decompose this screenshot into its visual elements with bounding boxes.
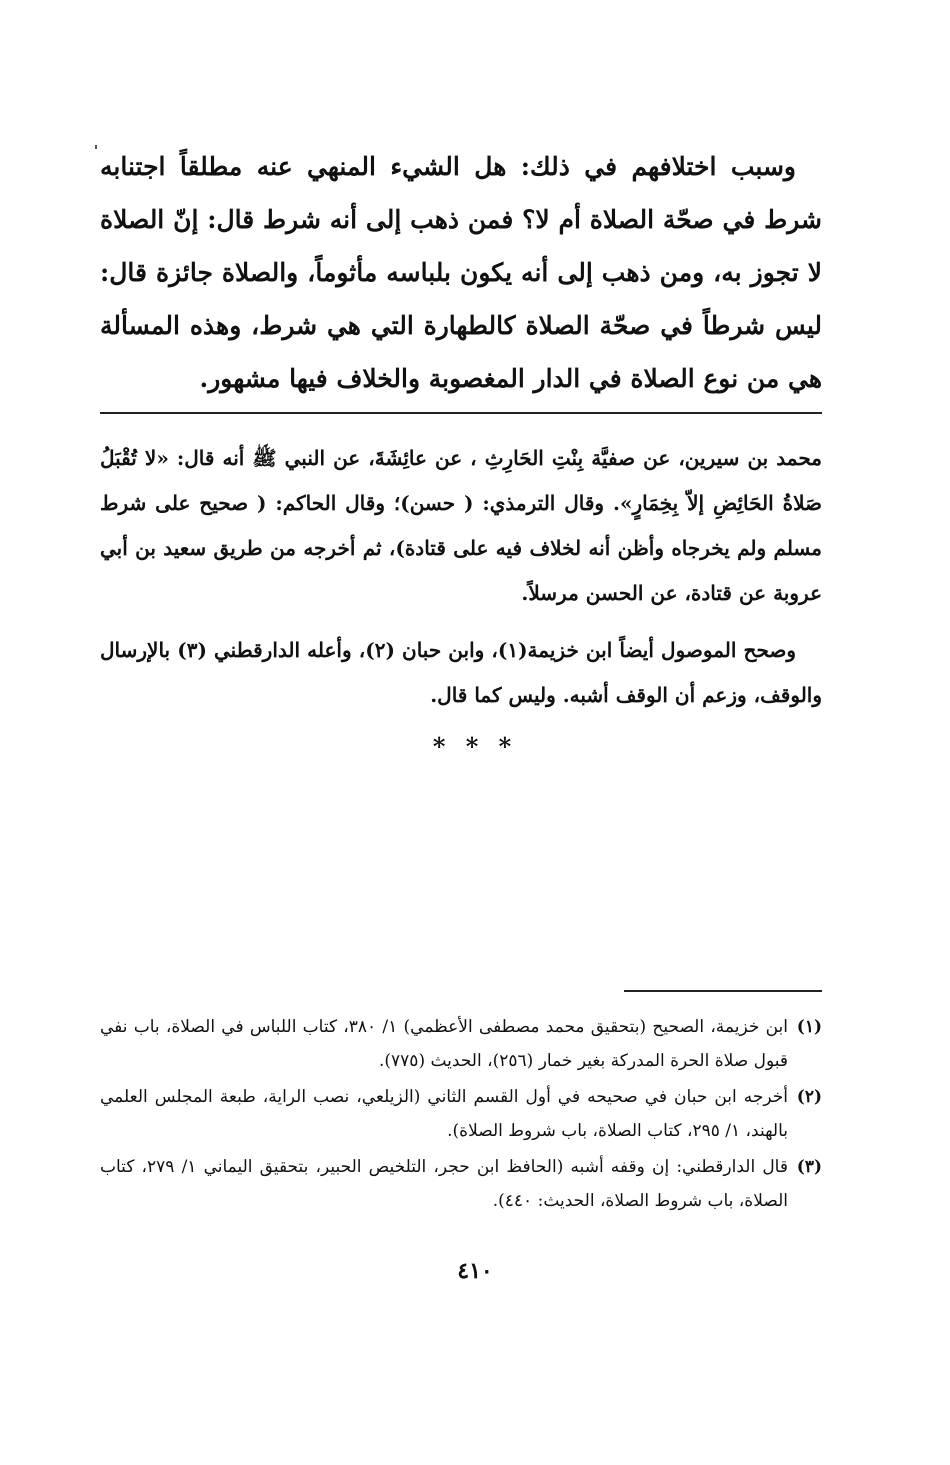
section-separator: * * * <box>432 732 518 761</box>
commentary-section <box>100 436 822 718</box>
commentary-paragraph-2: وصحح الموصول أيضاً ابن خزيمة(١)، وابن حبان (٢)، وأعله الدارقطني (٣) بالإرسال والوقف، وزعم أن الوقف أشبه. وليس كما قال. <box>100 638 822 707</box>
footnote-3 <box>100 1150 822 1218</box>
footnote-text: أخرجه ابن حبان في صحيحه في أول القسم الثاني (الزيلعي، نصب الراية، طبعة المجلس العلمي بالهند، ١/ ٢٩٥، كتاب الصلاة، باب شروط الصلاة). <box>100 1087 788 1141</box>
footnote-1 <box>100 1010 822 1078</box>
footnote-divider <box>624 990 822 992</box>
page-number: ٤١٠ <box>457 1258 493 1284</box>
commentary-divider <box>100 412 822 414</box>
footnote-2 <box>100 1080 822 1148</box>
footnote-number: (١) <box>796 1017 822 1037</box>
footnote-number: (٢) <box>796 1087 822 1107</box>
scan-mark <box>95 145 97 149</box>
footnote-text: قال الدارقطني: إن وقفه أشبه (الحافظ ابن حجر، التلخيص الحبير، بتحقيق اليماني ١/ ٢٧٩، كتاب الصلاة، باب شروط الصلاة، الحديث: ٤٤٠). <box>100 1157 788 1211</box>
main-paragraph: وسبب اختلافهم في ذلك: هل الشيء المنهي عنه مطلقاً اجتنابه شرط في صحّة الصلاة أم لا؟ فمن ذهب إلى أنه شرط قال: إنّ الصلاة لا تجوز به، ومن ذهب إلى أنه يكون بلباسه مأثوماً، والصلاة جائزة قال: ليس شرطاً في صحّة الصلاة كالطهارة التي هي شرط، وهذه المسألة هي من نوع الصلاة في الدار المغصوبة والخلاف فيها مشهور. <box>100 152 822 393</box>
footnotes <box>100 1010 822 1220</box>
footnote-number: (٣) <box>796 1157 822 1177</box>
footnote-text: ابن خزيمة، الصحيح (بتحقيق محمد مصطفى الأعظمي) ١/ ٣٨٠، كتاب اللباس في الصلاة، باب نفي قبول صلاة الحرة المدركة بغير خمار (٢٥٦)، الحديث (٧٧٥). <box>100 1017 788 1071</box>
main-text <box>100 140 822 405</box>
commentary-paragraph-1: محمد بن سيرين، عن صفيَّة بِنْتِ الحَارِثِ ، عن عائِشَةَ، عن النبي ﷺ أنه قال: «لا تُقْبَلُ صَلاةُ الحَائِضِ إلاّ بِخِمَارٍ». وقال الترمذي: ( حسن)؛ وقال الحاكم: ( صحيح على شرط مسلم ولم يخرجاه وأظن أنه لخلاف فيه على قتادة)، ثم أخرجه من طريق سعيد بن أبي عروبة عن قتادة، عن الحسن مرسلاً. <box>100 446 822 605</box>
